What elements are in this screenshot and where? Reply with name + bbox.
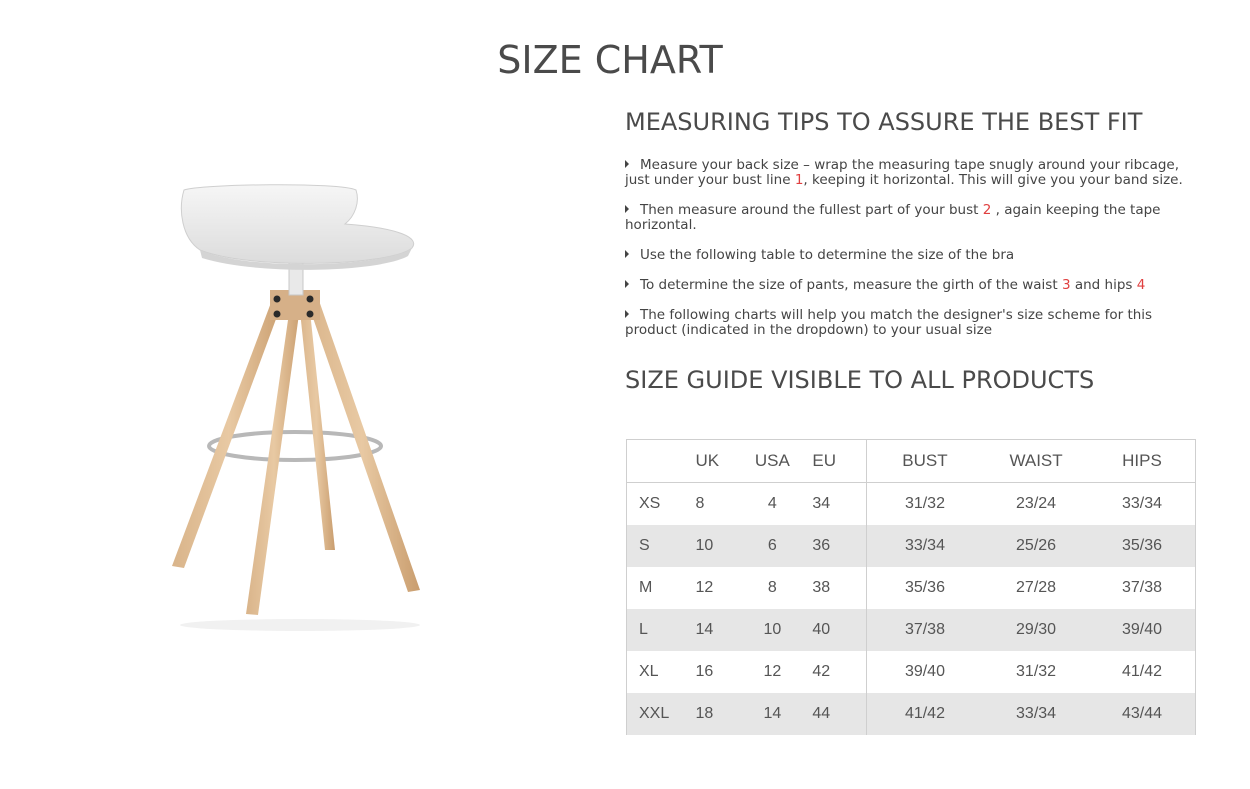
- eu-cell: 38: [812, 579, 831, 596]
- size-cell: XS: [627, 483, 695, 526]
- usa-cell: 14: [744, 693, 800, 735]
- uk-cell: 8: [695, 495, 705, 512]
- size-table: [626, 439, 1196, 735]
- bullet-icon: [625, 205, 629, 213]
- column-header-eu: EU: [800, 440, 866, 483]
- tip-item: Measure your back size – wrap the measuring tape snugly around your ribcage, just under your bust line 1, keeping it horizontal. This will give you your band size.: [625, 157, 1183, 188]
- waist-cell: 25/26: [983, 525, 1089, 567]
- bust-cell: 33/34: [866, 525, 983, 567]
- waist-cell: 29/30: [983, 609, 1089, 651]
- measuring-tips-section: [625, 108, 1195, 394]
- hips-cell: 41/42: [1089, 651, 1195, 693]
- waist-cell: 33/34: [983, 693, 1089, 735]
- size-cell: XL: [627, 651, 695, 693]
- tip-item: Then measure around the fullest part of your bust 2 , again keeping the tape horizontal.: [625, 202, 1161, 233]
- hips-cell: 43/44: [1089, 693, 1195, 735]
- column-header: [627, 440, 695, 483]
- bust-cell: 35/36: [866, 567, 983, 609]
- bust-cell: 39/40: [866, 651, 983, 693]
- table-row: [627, 525, 1196, 567]
- page-title: SIZE CHART: [497, 38, 723, 82]
- uk-cell: 18: [695, 693, 745, 735]
- hips-cell: 33/34: [1089, 483, 1195, 526]
- table-row: [627, 651, 1196, 693]
- waist-cell: 27/28: [1016, 579, 1057, 596]
- table-row: [627, 609, 1196, 651]
- tip-item: To determine the size of pants, measure the girth of the waist 3 and hips 4: [625, 278, 1195, 293]
- bullet-icon: [625, 250, 629, 258]
- tips-heading: MEASURING TIPS TO ASSURE THE BEST FIT: [625, 108, 1143, 136]
- eu-cell: 40: [800, 609, 866, 651]
- tips-list: [625, 158, 1195, 338]
- size-cell: M: [627, 567, 695, 609]
- bullet-icon: [625, 310, 629, 318]
- waist-cell: 23/24: [1016, 495, 1057, 512]
- uk-cell: 10: [695, 525, 745, 567]
- tip-item: Use the following table to determine the size of the bra: [625, 248, 1195, 263]
- bust-cell: 37/38: [866, 609, 983, 651]
- uk-cell: 14: [695, 609, 745, 651]
- waist-cell: 31/32: [1016, 663, 1057, 680]
- size-cell: L: [627, 609, 695, 651]
- size-cell: XXL: [627, 693, 695, 735]
- size-cell: S: [627, 525, 695, 567]
- bullet-icon: [625, 280, 629, 288]
- eu-cell: 42: [812, 663, 831, 680]
- table-row: [627, 567, 1196, 609]
- product-image: [140, 120, 450, 640]
- column-header-bust: BUST: [866, 440, 983, 483]
- column-header-usa: USA: [744, 440, 800, 483]
- bust-cell: 31/32: [866, 483, 983, 526]
- uk-cell: 16: [695, 663, 714, 680]
- eu-cell: 36: [800, 525, 866, 567]
- usa-cell: 12: [763, 663, 782, 680]
- column-header-hips: HIPS: [1089, 440, 1195, 483]
- usa-cell: 4: [767, 495, 777, 512]
- hips-cell: 35/36: [1089, 525, 1195, 567]
- tip-item: The following charts will help you match the designer's size scheme for this product (indicated in the dropdown) to your usual size: [625, 307, 1153, 338]
- hips-cell: 39/40: [1089, 609, 1195, 651]
- usa-cell: 10: [744, 609, 800, 651]
- table-header-row: [627, 440, 1196, 483]
- table-row: [627, 693, 1196, 735]
- bust-cell: 41/42: [866, 693, 983, 735]
- usa-cell: 8: [767, 579, 777, 596]
- uk-cell: 12: [695, 579, 714, 596]
- bullet-icon: [625, 160, 629, 168]
- eu-cell: 34: [812, 495, 831, 512]
- column-header-waist: WAIST: [983, 440, 1089, 483]
- size-guide-heading: SIZE GUIDE VISIBLE TO ALL PRODUCTS: [625, 366, 1095, 394]
- hips-cell: 37/38: [1089, 567, 1195, 609]
- column-header-uk: UK: [695, 440, 745, 483]
- table-row: [627, 483, 1196, 526]
- eu-cell: 44: [800, 693, 866, 735]
- usa-cell: 6: [744, 525, 800, 567]
